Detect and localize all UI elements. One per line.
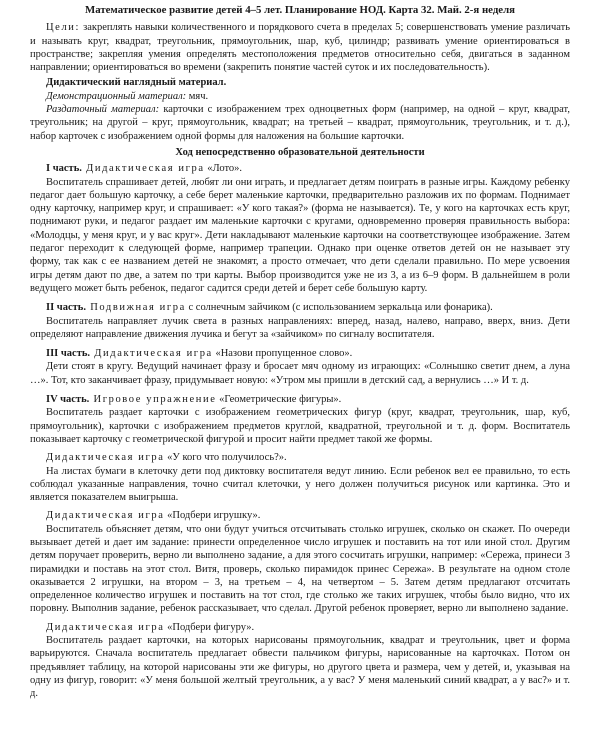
part4-head: IV часть.: [46, 394, 90, 406]
part1-head: I часть.: [46, 163, 82, 175]
game5-text: На листах бумаги в клеточку дети под диктовку воспитателя ведут линию. Если ребенок вел ее правильно, то есть соблюдал указанные направления, точно считал клеточки, у него должен получиться рисунок или картинка. Это и является показателем выигрыша.: [30, 465, 570, 504]
game5-game-label: Дидактическая игра: [46, 452, 165, 464]
material-heading: Дидактический наглядный материал.: [46, 77, 227, 89]
game7-text: Воспитатель раздает карточки, на которых нарисованы прямоугольник, квадрат и треугольник, цвет и форма варьируются. Сначала воспитатель предлагает обвести пальчиком фигуры, нарисованные на карточках. Потом он предъявляет таблицу, на которой нарисованы эти же фигуры, но другого цвета и размера, чем у детей, и, указывая на одну из фигур, говорит: «У меня большой желтый треугольник, а у вас? У меня маленький синий квадрат, а у вас?» и т. д.: [30, 635, 570, 700]
game7-game-label: Дидактическая игра: [46, 621, 165, 633]
part4-heading: [30, 393, 570, 406]
demo-material-label: Демонстрационный материал:: [46, 90, 187, 102]
page-title: Математическое развитие детей 4–5 лет. Планирование НОД. Карта 32. Май. 2-я неделя: [85, 4, 515, 16]
goals-label: Цели:: [46, 22, 81, 34]
game7-heading: [30, 621, 570, 634]
game6-game-label: Дидактическая игра: [46, 510, 165, 522]
game5-heading: [30, 451, 570, 464]
goals-paragraph: [30, 21, 570, 74]
part3-game-name: «Назови пропущенное слово».: [212, 348, 353, 360]
part2-text: Воспитатель направляет лучик света в разных направлениях: вперед, назад, налево, направо, вверх, вниз. Дети определяют направление движения лучика и бегут за «зайчиком» по сигналу воспитателя.: [30, 315, 570, 340]
game6-heading: [30, 509, 570, 522]
course-heading: Ход непосредственно образовательной деятельности: [175, 146, 425, 158]
part2-heading: [30, 301, 570, 314]
part2-game-name: с солнечным зайчиком (с использованием зеркальца или фонарика).: [185, 302, 493, 314]
part4-game-label: Игровое упражнение: [89, 394, 217, 406]
part1-heading: [30, 162, 570, 175]
goals-text: закреплять навыки количественного и порядкового счета в пределах 5; совершенствовать умение различать и называть круг, квадрат, треугольник, прямоугольник, шар, куб, цилиндр; развивать умение ориентироваться в пространстве; закрепляя умения определять местоположения предметов относительно себя, двигаться в заданном направлении; ориентироваться во времени (закрепить понятие частей суток и их последовательность).: [30, 22, 570, 74]
game6-text: Воспитатель объясняет детям, что они будут учиться отсчитывать столько игрушек, сколько он скажет. По очереди вызывает детей и дает им задание: принести определенное число игрушек и поставить на тот или иной стол. Другим детям поручает проверить, верно ли выполнено задание, а для этого сосчитать игрушки, например: «Сережа, принеси 3 пирамидки и поставь на этот стол. Витя, проверь, сколько пирамидок принес Сережа». В результате на одном столе оказывается 2 игрушки, на втором – 3, на третьем – 4, на четвертом – 5. Затем детям предлагают отсчитать определенное количество игрушек и поставить на тот стол, где столько же таких игрушек, чтобы было видно, что их поровну. Выполнив задание, ребенок рассказывает, что сделал. Другой ребенок проверяет, верно ли выполнено задание.: [30, 523, 570, 615]
handout-material-text: карточки с изображением трех одноцветных форм (например, на одной – круг, квадрат, треугольник; на другой – круг, прямоугольник, квадрат; на третьей – квадрат, прямоугольник, треугольник, и т. д.), набор карточек с изображением одной формы для наложения на большие карточки.: [30, 104, 570, 142]
part3-heading: [30, 347, 570, 360]
part3-head: III часть.: [46, 348, 91, 360]
game7-game-name: «Подбери фигуру».: [164, 621, 255, 633]
handout-material-label: Раздаточный материал:: [46, 104, 160, 116]
part1-text: Воспитатель спрашивает детей, любят ли они играть, и предлагает детям поиграть в разные игры. Каждому ребенку педагог дает большую карточку, а себе берет маленькие карточки, предварительно разложив их по формам. Поднимает одну карточку, например круг, и спрашивает: «У кого такая?» (форма не называется). Те, у кого на карточках есть круг, поднимают руки, и педагог раздает им маленькие карточки с кругами, одновременно проверяя правильность выбора: «Молодцы, у меня круг, и у вас круг». Дети накладывают маленькие карточки на соответствующее изображение. Затем педагог переходит к следующей форме, например трапеции. Однако при оценке ответов детей он не называет эту форму, так как с ее названием детей не знакомят, а просто отмечает, что дети сделали правильно. По мере усвоения игры детям дают по две, а затем по три карты. Выбор производится уже не из 3, а из 6–9 форм. В дальнейшем в роли ведущего может быть ребенок, педагог садится среди детей и берет себе большую карту.: [30, 176, 570, 294]
game5-game-name: «У кого что получилось?».: [164, 452, 287, 464]
part2-game-label: Подвижная игра: [85, 302, 186, 314]
part4-game-name: «Геометрические фигуры».: [216, 394, 342, 406]
demo-material: [30, 90, 570, 103]
handout-material: [30, 103, 570, 143]
part4-text: Воспитатель раздает карточки с изображением геометрических фигур (круг, квадрат, треугольник, шар, куб, прямоугольник), карточки с изображением предметов круглой, квадратной, треугольной и т. д. форм. Воспитатель показывает карточку с геометрической фигурой и просит найти предмет такой же формы.: [30, 407, 570, 445]
demo-material-text: мяч.: [186, 90, 209, 102]
part3-text: Дети стоят в кругу. Ведущий начинает фразу и бросает мяч одному из играющих: «Солнышко светит днем, а луна …». Тот, кто заканчивает фразу, придумывает новую: «Утром мы пришли в детский сад, а вернулись …» И т. д.: [30, 361, 570, 386]
game6-game-name: «Подбери игрушку».: [164, 510, 261, 522]
part3-game-label: Дидактическая игра: [90, 348, 213, 360]
part1-game-label: Дидактическая игра: [81, 163, 205, 175]
part2-head: II часть.: [46, 302, 86, 314]
part1-game-name: «Лото».: [204, 163, 243, 175]
